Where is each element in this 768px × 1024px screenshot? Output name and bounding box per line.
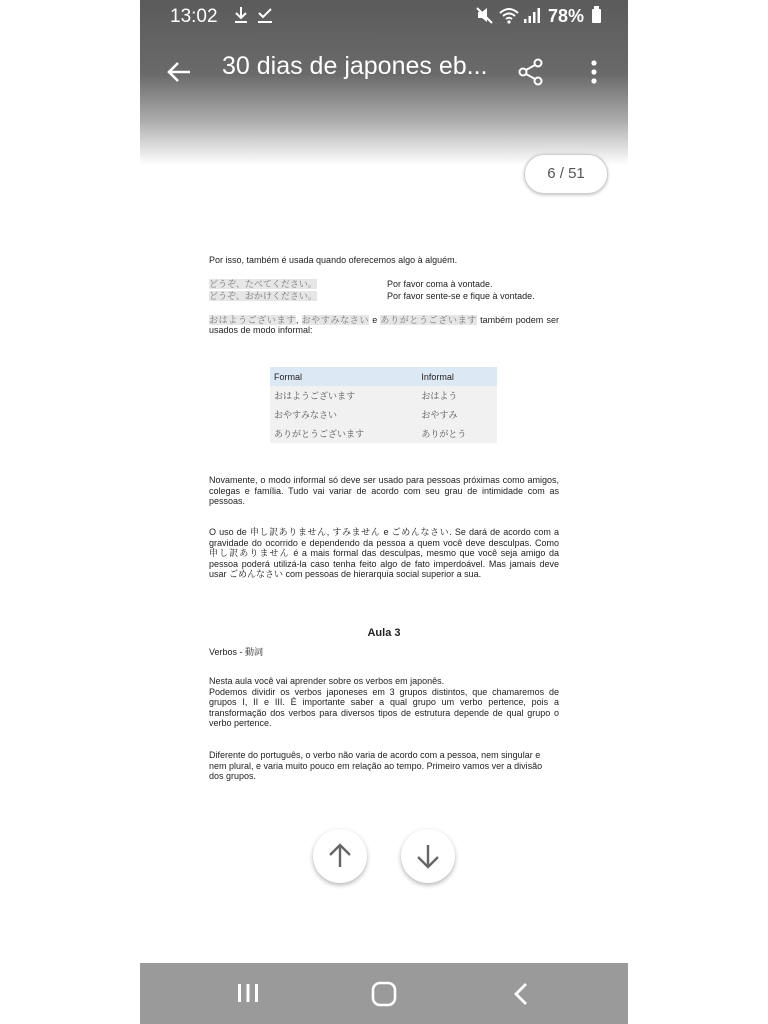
recent-apps-icon[interactable] (236, 982, 260, 1004)
previous-page-button[interactable] (313, 829, 367, 883)
table-row (270, 424, 497, 443)
wifi-icon (498, 5, 520, 25)
table-cell: おはようございます (270, 386, 417, 405)
example-row (209, 279, 559, 291)
example-pt: Por favor coma à vontade. (387, 278, 493, 289)
doc-paragraph: Novamente, o modo informal só deve ser usado para pessoas próximas como amigos, colegas e família. Tudo vai variar de acordo com seu grau de intimidade com as pessoas. (209, 475, 559, 506)
right-margin (628, 0, 768, 1024)
doc-paragraph: Nesta aula você vai aprender sobre os verbos em japonês. (209, 676, 445, 686)
table-row (270, 405, 497, 424)
doc-block-apologies (209, 527, 559, 580)
table-cell: ありがとう (417, 424, 497, 443)
doc-intro: Por isso, também é usada quando oferecemos algo à alguém. (209, 255, 458, 265)
table-cell: ありがとうございます (270, 424, 417, 443)
more-options-icon[interactable] (588, 59, 600, 85)
example-jp: どうぞ、たべてください。 (209, 278, 317, 289)
table-cell: おやすみなさい (270, 405, 417, 424)
phone-screen (140, 0, 628, 1024)
left-margin (0, 0, 140, 1024)
greeting-jp: ありがとうございます (380, 314, 477, 325)
example-row (209, 291, 559, 303)
arrow-down-icon (401, 829, 455, 883)
table-header: Informal (417, 367, 497, 386)
status-bar (140, 0, 628, 34)
status-time: 13:02 (170, 6, 218, 27)
mute-icon (476, 5, 494, 25)
lesson-heading: Aula 3 (367, 627, 401, 639)
greeting-jp: おやすみなさい (301, 314, 370, 325)
doc-block-aula (209, 676, 559, 729)
back-arrow-icon[interactable] (166, 60, 192, 84)
doc-paragraph: Diferente do português, o verbo não varia de acordo com a pessoa, nem singular e nem plural, e varia muito pouco em relação ao tempo. Primeiro vamos ver a divisão dos grupos. (209, 750, 543, 781)
battery-level: 78% (548, 6, 585, 26)
doc-block-verbos (209, 647, 559, 658)
doc-paragraph: Podemos dividir os verbos japoneses em 3 grupos distintos, que chamaremos de grupos I, II e III. É importante saber a qual grupo um verbo pertence, pois a transformação dos verbos para diversos tipos de estrutura depende de qual grupo o verbo pertence. (209, 686, 559, 728)
verbos-label: Verbos - 動詞 (209, 647, 264, 657)
back-nav-icon[interactable] (512, 981, 530, 1007)
share-icon[interactable] (517, 57, 545, 87)
document-page (209, 255, 559, 336)
table-cell: おやすみ (417, 405, 497, 424)
home-icon[interactable] (371, 981, 397, 1007)
download-icon (233, 5, 249, 25)
arrow-up-icon (313, 829, 367, 883)
example-jp: どうぞ、おかけください。 (209, 290, 317, 301)
page-indicator: 6 / 51 (524, 154, 608, 194)
formal-informal-table (270, 367, 497, 443)
next-page-button[interactable] (401, 829, 455, 883)
doc-block-informal (209, 475, 559, 507)
example-pt: Por favor sente-se e fique à vontade. (387, 290, 535, 301)
doc-block-diferente (209, 750, 559, 782)
download-done-icon (256, 5, 274, 25)
doc-paragraph: O uso de 申し訳ありません, すみません e ごめんなさい. Se dará de acordo com a gravidade do ocorrido e dependendo da pessoa a quem você deve desculpas. Como 申し訳ありません é a mais formal das desculpas, mesmo que você seja amigo da pessoa poderá utilizá-la caso tenha feito algo de fato imperdoável. Mas jamais deve usar ごめんなさい com pessoas de hierarquia social superior a sua. (209, 527, 559, 579)
battery-icon (592, 9, 601, 23)
app-header (140, 0, 628, 165)
document-title: 30 dias de japones eb... (222, 52, 488, 80)
greeting-jp: おはようございます (209, 314, 296, 325)
doc-greetings-paragraph: おはようございます, おやすみなさい e ありがとうございます também podem ser usados de modo informal: (209, 314, 559, 335)
table-cell: おはよう (417, 386, 497, 405)
signal-icon (523, 5, 541, 25)
system-nav-bar (140, 963, 628, 1024)
table-header: Formal (270, 367, 417, 386)
table-row (270, 386, 497, 405)
